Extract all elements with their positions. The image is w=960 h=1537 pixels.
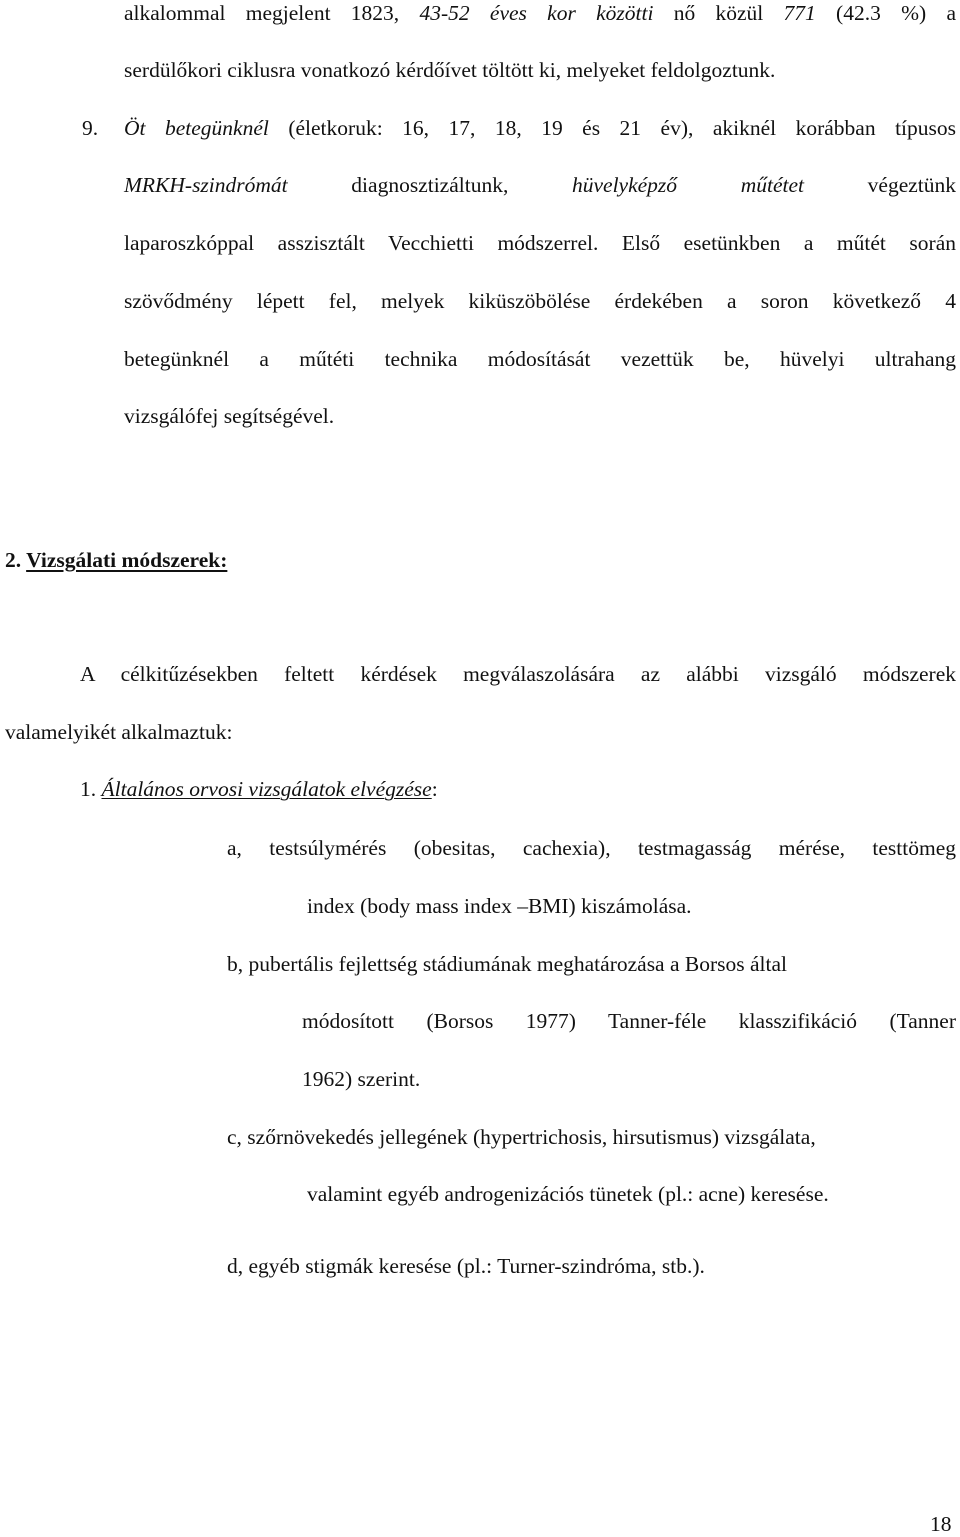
paragraph-line: [124, 172, 956, 198]
paragraph-line: betegünknél a műtéti technika módosítását vezettük be, hüvelyi ultrahang: [124, 347, 956, 371]
section-title: Vizsgálati módszerek:: [26, 548, 228, 572]
subsection-suffix: :: [431, 777, 438, 801]
italic-text: MRKH-szindrómát: [124, 173, 288, 197]
list-item-line: a, testsúlymérés (obesitas, cachexia), testmagasság mérése, testtömeg: [227, 836, 956, 860]
italic-text: 43-52 éves kor közötti: [419, 1, 654, 25]
italic-text: Öt betegünknél: [124, 116, 269, 140]
section-number: 2.: [5, 548, 22, 572]
paragraph-line: vizsgálófej segítségével.: [124, 404, 335, 428]
italic-text: hüvelyképző műtétet: [572, 173, 804, 197]
list-item-line: módosított (Borsos 1977) Tanner-féle klasszifikáció (Tanner: [302, 1009, 956, 1033]
subsection-number: 1.: [80, 777, 97, 801]
paragraph-line: [124, 115, 956, 141]
text-segment: (életkoruk: 16, 17, 18, 19 és 21 év), akiknél korábban típusos: [268, 116, 956, 140]
section-heading: [5, 547, 227, 573]
paragraph-line: A célkitűzésekben feltett kérdések megválaszolására az alábbi vizsgáló módszerek: [80, 662, 956, 686]
italic-text: 771: [783, 1, 816, 25]
text-segment: nő közül: [653, 1, 784, 25]
subsection-heading: [80, 776, 438, 802]
paragraph-line: [124, 0, 956, 26]
text-segment: diagnosztizáltunk,: [287, 173, 572, 197]
list-item-line: c, szőrnövekedés jellegének (hypertrichosis, hirsutismus) vizsgálata,: [227, 1125, 816, 1149]
list-item-line: index (body mass index –BMI) kiszámolása.: [307, 894, 692, 918]
subsection-title: Általános orvosi vizsgálatok elvégzése: [101, 777, 432, 801]
text-segment: alkalommal megjelent 1823,: [124, 1, 420, 25]
paragraph-line: laparoszkóppal asszisztált Vecchietti módszerrel. Első esetünkben a műtét során: [124, 231, 956, 255]
paragraph-line: szövődmény lépett fel, melyek kiküszöbölése érdekében a soron következő 4: [124, 289, 956, 313]
paragraph-line: valamelyikét alkalmaztuk:: [5, 720, 233, 744]
list-number: 9.: [82, 116, 99, 140]
text-segment: végeztünk: [804, 173, 957, 197]
list-item-line: valamint egyéb androgenizációs tünetek (pl.: acne) keresése.: [307, 1182, 829, 1206]
page-number: 18: [930, 1512, 952, 1536]
text-segment: (42.3 %) a: [815, 1, 956, 25]
paragraph-line: serdülőkori ciklusra vonatkozó kérdőívet töltött ki, melyeket feldolgoztunk.: [124, 58, 776, 82]
list-item-line: b, pubertális fejlettség stádiumának meghatározása a Borsos által: [227, 952, 788, 976]
list-item-line: d, egyéb stigmák keresése (pl.: Turner-szindróma, stb.).: [227, 1254, 705, 1278]
list-item-line: 1962) szerint.: [302, 1067, 421, 1091]
